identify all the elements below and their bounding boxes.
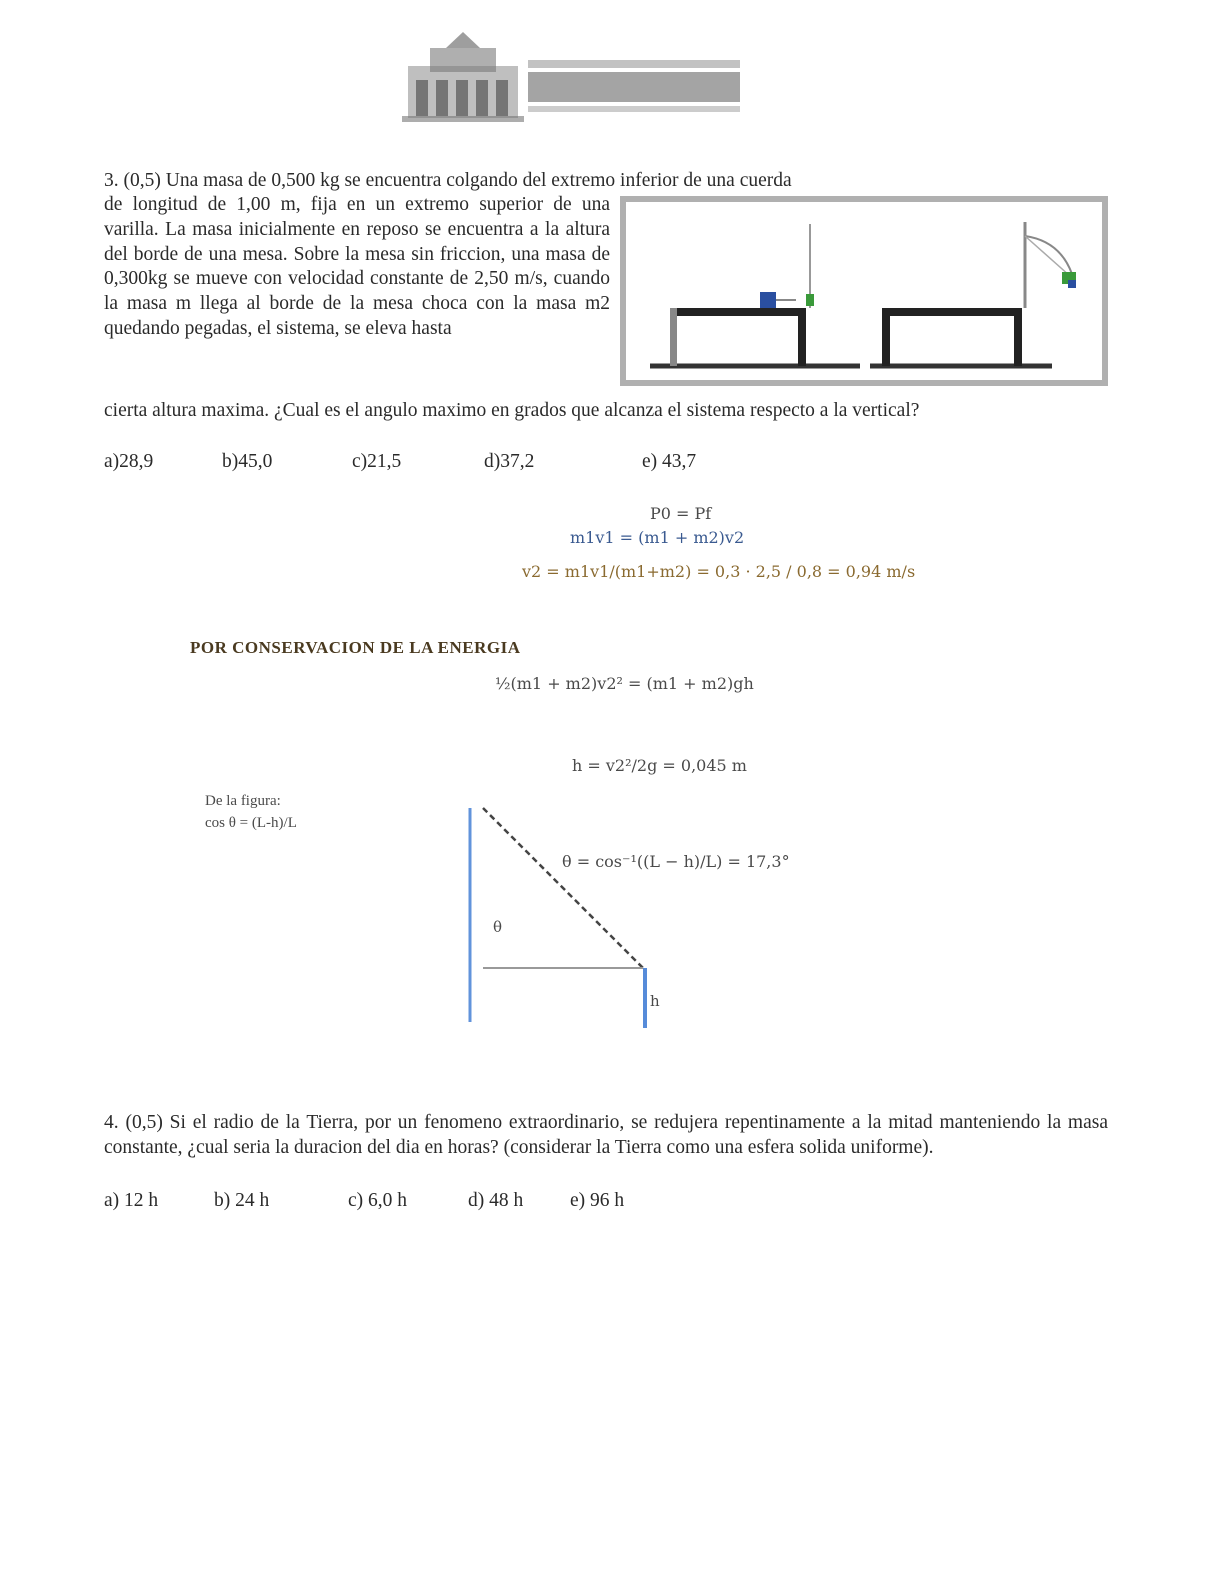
- table-pendulum-figure: [620, 196, 1108, 386]
- option-e[interactable]: e) 43,7: [642, 451, 697, 472]
- option-b[interactable]: b)45,0: [222, 451, 273, 472]
- angle-triangle-diagram: [455, 800, 875, 1035]
- energy-heading: POR CONSERVACION DE LA ENERGIA: [190, 638, 521, 657]
- momentum-equation: m1v1 = (m1 + m2)v2: [570, 528, 745, 547]
- option-c[interactable]: c) 6,0 h: [348, 1190, 408, 1211]
- option-c[interactable]: c)21,5: [352, 451, 402, 472]
- option-a[interactable]: a) 12 h: [104, 1190, 159, 1211]
- option-a[interactable]: a)28,9: [104, 451, 154, 472]
- theta-equation: θ = cos⁻¹((L − h)/L) = 17,3°: [562, 852, 790, 871]
- option-d[interactable]: d) 48 h: [468, 1190, 524, 1211]
- figure-note: [205, 790, 297, 834]
- university-logo: [402, 30, 747, 125]
- triangle-height-label: h: [650, 992, 660, 1010]
- option-e[interactable]: e) 96 h: [570, 1190, 625, 1211]
- momentum-equality: P0 = Pf: [650, 504, 712, 523]
- velocity-result: v2 = m1v1/(m1+m2) = 0,3 · 2,5 / 0,8 = 0,94 m/s: [522, 562, 916, 581]
- energy-equation: ½(m1 + m2)v2² = (m1 + m2)gh: [495, 674, 754, 693]
- option-d[interactable]: d)37,2: [484, 451, 535, 472]
- option-b[interactable]: b) 24 h: [214, 1190, 270, 1211]
- height-equation: h = v2²/2g = 0,045 m: [572, 756, 747, 775]
- figure-note-line-1: De la figura:: [205, 793, 281, 809]
- problem-1-question: cierta altura maxima. ¿Cual es el angulo maximo en grados que alcanza el sistema respecto a la vertical?: [104, 400, 920, 421]
- problem-1-body: de longitud de 1,00 m, fija en un extremo superior de una varilla. La masa inicialmente en reposo se encuentra a la altura del borde de una mesa. Sobre la mesa sin friccion, una masa de 0,300kg se mueve con velocidad constante de 2,50 m/s, cuando la masa m llega al borde de la mesa choca con la masa m2 quedando pegadas, el sistema, se eleva hasta: [104, 194, 610, 339]
- problem-2-text: 4. (0,5) Si el radio de la Tierra, por un fenomeno extraordinario, se redujera repentinamente a la mitad manteniendo la masa constante, ¿cual seria la duracion del dia en horas? (considerar la Tierra como una esfera solida uniforme).: [104, 1112, 1108, 1158]
- figure-note-line-2: cos θ = (L-h)/L: [205, 815, 297, 831]
- problem-1-lead: 3. (0,5) Una masa de 0,500 kg se encuentra colgando del extremo inferior de una cuerda: [104, 170, 792, 191]
- triangle-angle-label: θ: [493, 918, 503, 936]
- seal-icon: [402, 30, 747, 125]
